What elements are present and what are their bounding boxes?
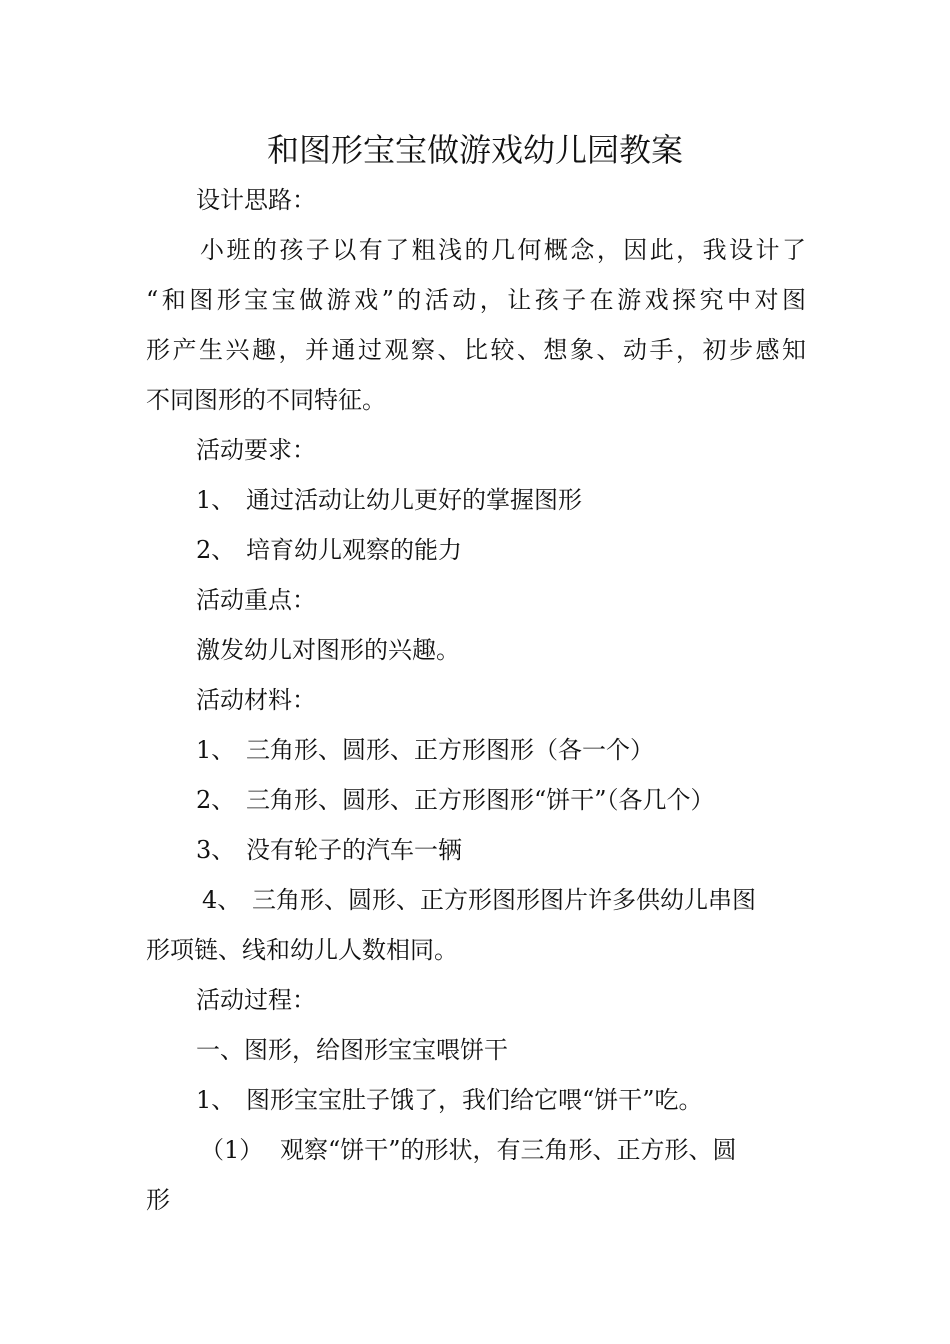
material-item <box>196 833 806 867</box>
item-text: 图形宝宝肚子饿了，我们给它喂“饼干”吃。 <box>246 1086 703 1114</box>
requirements-heading: 活动要求： <box>196 436 316 464</box>
materials-heading: 活动材料： <box>196 686 316 714</box>
item-text: 三角形、圆形、正方形图形（各一个） <box>246 736 654 764</box>
item-text: 观察“饼干”的形状，有三角形、正方形、圆 <box>280 1136 737 1164</box>
item-number: 1、 <box>196 736 236 764</box>
design-line-4: 不同图形的不同特征。 <box>146 386 386 414</box>
process-subitem-continuation: 形 <box>146 1186 170 1214</box>
item-number: 4、 <box>202 886 242 914</box>
process-item <box>196 1083 806 1117</box>
item-text: 三角形、圆形、正方形图形图片许多供幼儿串图 <box>252 886 756 914</box>
item-number: （1） <box>200 1136 264 1164</box>
requirement-item <box>196 533 806 567</box>
process-heading: 活动过程： <box>196 986 316 1014</box>
process-step-1: 一、图形，给图形宝宝喂饼干 <box>196 1036 508 1064</box>
design-heading: 设计思路： <box>196 186 316 214</box>
item-number: 2、 <box>196 786 236 814</box>
focus-text: 激发幼儿对图形的兴趣。 <box>196 636 460 664</box>
material-continuation: 形项链、线和幼儿人数相同。 <box>146 936 458 964</box>
requirement-item <box>196 483 806 517</box>
item-text: 没有轮子的汽车一辆 <box>246 836 462 864</box>
item-text: 培育幼儿观察的能力 <box>246 536 462 564</box>
item-number: 2、 <box>196 536 236 564</box>
item-text: 三角形、圆形、正方形图形“饼干”（各几个） <box>246 786 715 814</box>
item-text: 通过活动让幼儿更好的掌握图形 <box>246 486 582 514</box>
design-line-3: 形产生兴趣，并通过观察、比较、想象、动手，初步感知 <box>146 336 806 364</box>
focus-heading: 活动重点： <box>196 586 316 614</box>
design-line-2: “和图形宝宝做游戏”的活动，让孩子在游戏探究中对图 <box>146 286 806 314</box>
material-item <box>196 783 806 817</box>
design-line-1: 小班的孩子以有了粗浅的几何概念，因此，我设计了 <box>200 236 806 264</box>
item-number: 3、 <box>196 836 236 864</box>
material-item <box>196 733 806 767</box>
material-item <box>202 883 806 917</box>
item-number: 1、 <box>196 1086 236 1114</box>
document-title: 和图形宝宝做游戏幼儿园教案 <box>266 131 683 169</box>
process-subitem <box>200 1133 806 1167</box>
item-number: 1、 <box>196 486 236 514</box>
